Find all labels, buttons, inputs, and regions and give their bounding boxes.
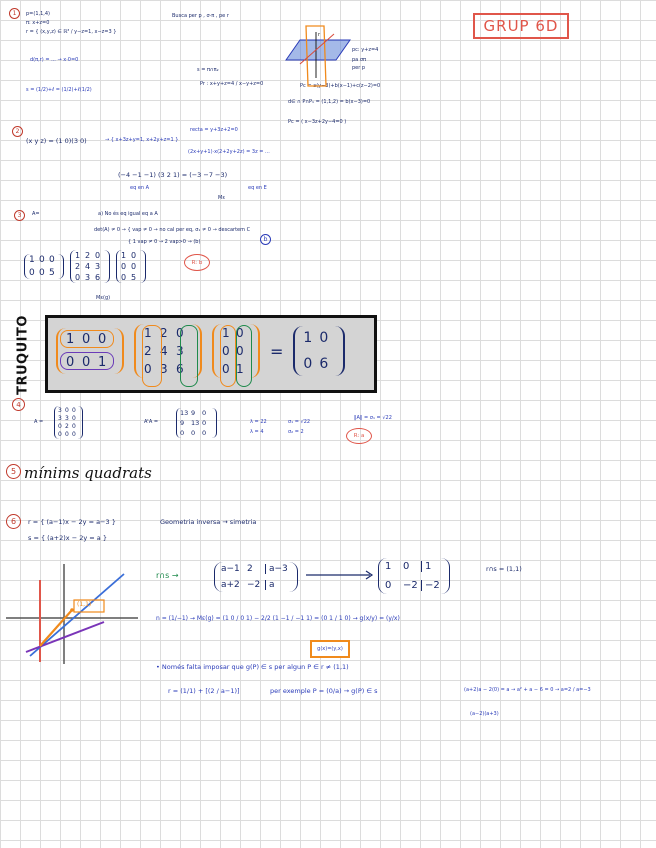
p6-step2: n = (1/−1) → Mε(g) = (1 0 / 0 1) − 2/2 (1 −1 / −1 1) = (0 1 / 1 0) → g(x/y) = (y/x) [156,615,400,622]
p1-line: p=(1,1,4) [26,11,50,17]
p3-matrix-left: 1 0 0 0 0 5 [24,254,64,279]
p4-matrix-a: 3 0 0 3 3 0 0 2 0 0 0 0 [54,406,83,439]
trick-result: 1 0 0 6 [293,326,345,376]
p3-choice-circle: b [260,234,271,245]
group-title: GRUP 6D [483,17,559,35]
p5-title: mínims quadrats [24,464,152,482]
trick-col-highlight [142,325,162,387]
p2-line: (x y z) = (1 0)(3 0) [26,137,87,145]
p6-r-eq: r = { (a−1)x − 2y = a−3 } [28,518,116,526]
trick-row-highlight [60,352,114,370]
p3-matrix-right: 1 0 0 0 0 5 [116,250,146,283]
p4-sigma: σ₁ = √22 [288,419,311,425]
trick-matrix-right: 1 0 0 0 0 1 [212,324,260,378]
problem-3-number: 3 [14,210,25,221]
trick-matrix-left: 1 0 0 0 0 1 [56,328,124,374]
p1-line: pc: y+z=4 [352,47,379,53]
p6-s-eq: s = { (a+2)x − 2y = a } [28,534,107,542]
problem-6-number: 6 [6,514,21,529]
p1-line: r = { (x,y,z) ∈ ℝ³ / y−z=1, x−z=3 } [26,29,117,35]
p2-line: (−4 −1 −1) (3 2 1) = (−3 −7 −3) [118,171,228,179]
p6-result1: (a+2)a − 2(0) = a → a² + a − 6 = 0 → a=2 / a=−3 [464,687,591,693]
p1-line: d(π,r) = ... → x·0=0 [30,57,79,63]
p6-result2: (a−2)(a+3) [470,711,499,717]
p1-line: Pc = ( x−3z+2y−4=0 ) [288,119,347,125]
problem-2-number: 2 [12,126,23,137]
p2-line: (2x+y+1)·x(2+2y+2z) = 3z = ... [188,149,270,155]
p6-topic: Geometria inversa → simetria [160,518,257,526]
p1-line: π: x+z=0 [26,20,50,26]
p1-line: d∈ ∩ P∩P₁ = (1,1,2) = b(x−3)=0 [288,99,371,105]
p3-line: a) No és eq igual eq a A [98,211,158,217]
trick-row-highlight [60,330,114,348]
arrow-right-icon [306,570,376,580]
trick-matrices [56,324,345,378]
p6-param: r = (1/1) + [(2 / a−1)] [168,687,240,695]
trick-col-highlight [180,325,198,387]
trick-equals: = [270,341,284,361]
p3-a-label: A= [32,211,40,217]
p1-line: Busca per p , σ·π , pe r [172,13,229,19]
trick-matrix-mid: 1 2 0 2 4 3 0 3 6 [134,324,202,378]
problem-1-number: 1 [9,8,20,19]
p3-matrix-mid: 1 2 0 2 4 3 0 3 6 [70,250,110,283]
p3-answer: R: b [184,254,210,271]
p4-norm: ‖A‖ = σ₁ = √22 [354,415,392,421]
p6-sketch [6,560,142,666]
p1-line: s = (1/2)+ℓ = (1/2)+ℓ(1/2) [26,87,92,93]
p3-line: Mε(g) [96,295,111,301]
trick-label: TRUQUITO [15,315,31,395]
p1-line: s = π∩π₂ [197,67,219,73]
p1-line: pa σπ [352,57,367,63]
p3-line: { 1 vap ≠ 0 → 2 vap>0 → (b) [128,239,201,245]
p4-lambda: λ = 4 [250,429,264,435]
p2-line: → { x+3z+y=1, x+2y+z=1 } [105,137,179,143]
p4-ata-label: AᵗA = [144,419,159,425]
p4-matrix-ata: 13 9 0 9 13 0 0 0 0 [176,408,217,438]
p6-rns-label: r∩s → [156,571,179,580]
p4-lambda: λ = 22 [250,419,267,425]
p1-line: per p [352,65,366,71]
p6-boxed: g(x)=(y,x) [310,640,350,658]
svg-text:r: r [318,32,321,38]
trick-col-highlight [236,325,252,387]
p4-a-label: A = [34,419,44,425]
p6-point-label: (1,1) [77,601,92,608]
problem-5-number: 5 [6,464,21,479]
p2-line: recta = y+3z+2=0 [190,127,238,133]
p6-rns-result: r∩s = (1,1) [486,565,522,573]
problem-4-number: 4 [12,398,25,411]
p3-matrix-product [24,250,146,283]
p2-line: eq en E [248,185,267,191]
p2-line: eq en A [130,185,150,191]
trick-box [45,315,377,393]
p6-system2: 1 0 1 0 −2 −2 [378,558,450,594]
p1-line: Pr : x+y+z=4 / x−y+z=0 [200,81,264,87]
p6-note: • Només falta imposar que g(P) ∈ s per algun P ∈ r ≠ (1,1) [156,663,349,671]
p1-line: Pc = a(y−3)+b(x−1)+c(z−2)=0 [300,83,381,89]
p4-answer: R: a [346,428,372,444]
p6-example: per exemple P = (0/a) → g(P) ∈ s [270,687,378,695]
p3-line: det(A) ≠ 0 → { vap ≠ 0 → no cal per eq, σ₁ ≠ 0 → descartem C [94,227,251,233]
plane-sketch [282,22,354,88]
p4-sigma: σ₂ = 2 [288,429,304,435]
group-title-box [473,13,569,39]
trick-col-highlight [220,325,236,387]
p2-line: Mε [218,195,226,201]
p6-system1: a−1 2 a−3 a+2 −2 a [214,562,298,592]
